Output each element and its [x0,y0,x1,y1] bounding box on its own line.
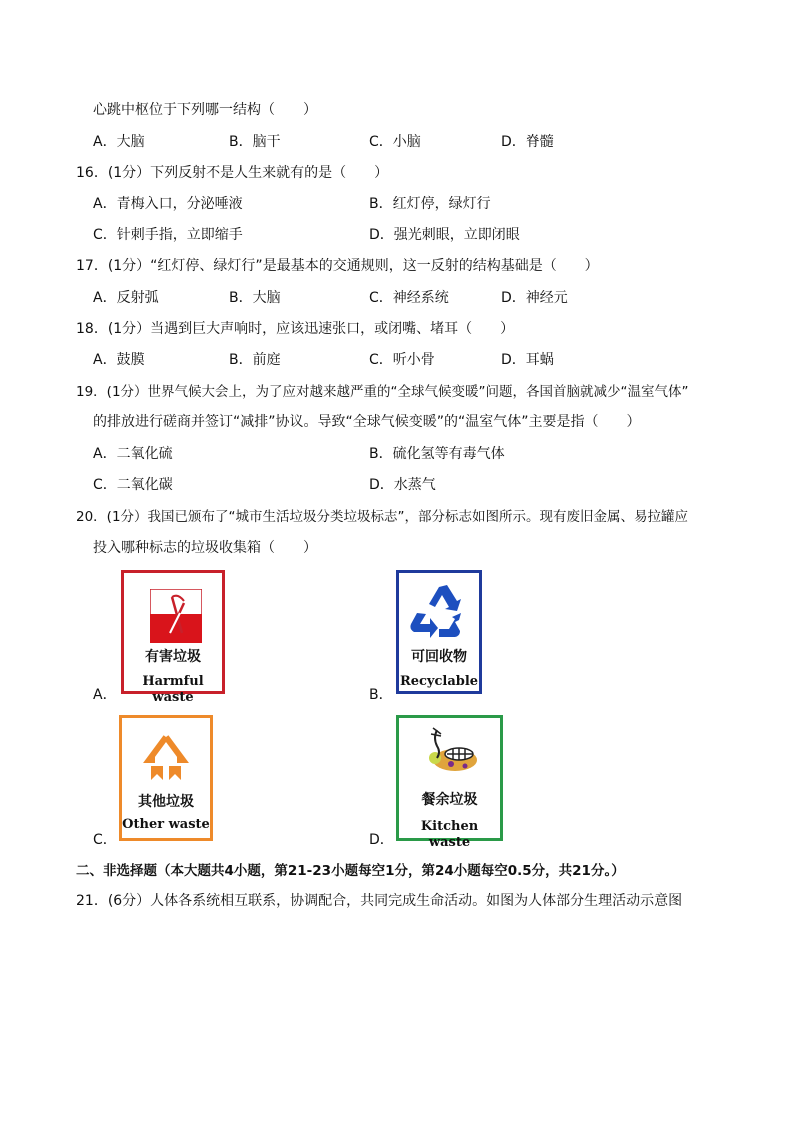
q19-stem-line2: 的排放进行磋商并签订“减排”协议。导致“全球气候变暖”的“温室气体”主要是指（ ） [93,414,641,430]
other-waste-sign[interactable] [119,715,213,841]
q17-option-d[interactable]: D．神经元 [501,290,568,306]
q20-option-c[interactable]: C． [93,832,117,848]
q15-option-c[interactable]: C．小脑 [369,134,421,150]
q18-option-b[interactable]: B．前庭 [229,352,281,368]
q18-option-c[interactable]: C．听小骨 [369,352,435,368]
q17-stem: 17．(1分）“红灯停、绿灯行”是最基本的交通规则，这一反射的结构基础是（ ） [76,258,599,274]
recycle-icon [409,583,469,641]
sign-label-cn: 有害垃圾 [145,649,201,665]
sign-label-cn: 可回收物 [411,649,467,665]
q19-option-d[interactable]: D．水蒸气 [369,477,436,493]
q19-stem-line1: 19．(1分）世界气候大会上，为了应对越来越严重的“全球气候变暖”问题，各国首脑就减少“温室气体” [76,384,689,400]
harmful-waste-sign[interactable] [121,570,225,705]
recyclable-sign[interactable] [396,570,482,694]
sign-label-en: Harmful waste [142,674,204,705]
q18-option-a[interactable]: A．鼓膜 [93,352,145,368]
section-heading: 二、非选择题（本大题共4小题，第21-23小题每空1分，第24小题每空0.5分，共21分。） [76,863,625,879]
sign-label-cn: 餐余垃圾 [421,792,478,808]
other-waste-icon [141,732,191,784]
q19-option-b[interactable]: B．硫化氢等有毒气体 [369,446,505,462]
q20-option-d[interactable]: D． [369,832,394,848]
harmful-icon [150,589,202,643]
sign-label-en: Recyclable [399,674,479,689]
q19-option-c[interactable]: C．二氧化碳 [93,477,173,493]
q15-stem: 心跳中枢位于下列哪一结构（ ） [93,102,317,118]
q20-option-a[interactable]: A． [93,687,117,703]
q20-stem-line1: 20．(1分）我国已颁布了“城市生活垃圾分类垃圾标志”，部分标志如图所示。现有废旧金属、易拉罐应 [76,509,689,525]
q16-option-a[interactable]: A．青梅入口，分泌唾液 [93,196,243,212]
q17-option-b[interactable]: B．大脑 [229,290,281,306]
q19-option-a[interactable]: A．二氧化硫 [93,446,173,462]
q15-option-a[interactable]: A．大脑 [93,134,145,150]
q20-option-b[interactable]: B． [369,687,393,703]
kitchen-waste-sign[interactable] [396,715,503,850]
q16-option-d[interactable]: D．强光刺眼，立即闭眼 [369,227,520,243]
q21-stem: 21．(6分）人体各系统相互联系，协调配合，共同完成生命活动。如图为人体部分生理活动示意图 [76,893,683,909]
q17-option-c[interactable]: C．神经系统 [369,290,449,306]
sign-label-en: Kitchen waste [420,819,479,850]
q16-option-b[interactable]: B．红灯停，绿灯行 [369,196,491,212]
q17-option-a[interactable]: A．反射弧 [93,290,159,306]
q15-option-b[interactable]: B．脑干 [229,134,281,150]
q16-stem: 16．(1分）下列反射不是人生来就有的是（ ） [76,165,389,181]
sign-label-cn: 其他垃圾 [138,794,194,810]
fish-bone-icon [421,724,481,782]
q18-stem: 18．(1分）当遇到巨大声响时，应该迅速张口，或闭嘴、堵耳（ ） [76,321,515,337]
q20-stem-line2: 投入哪种标志的垃圾收集箱（ ） [93,540,317,556]
q16-option-c[interactable]: C．针刺手指，立即缩手 [93,227,243,243]
sign-label-en: Other waste [122,817,210,832]
q15-option-d[interactable]: D．脊髓 [501,134,554,150]
q18-option-d[interactable]: D．耳蜗 [501,352,554,368]
